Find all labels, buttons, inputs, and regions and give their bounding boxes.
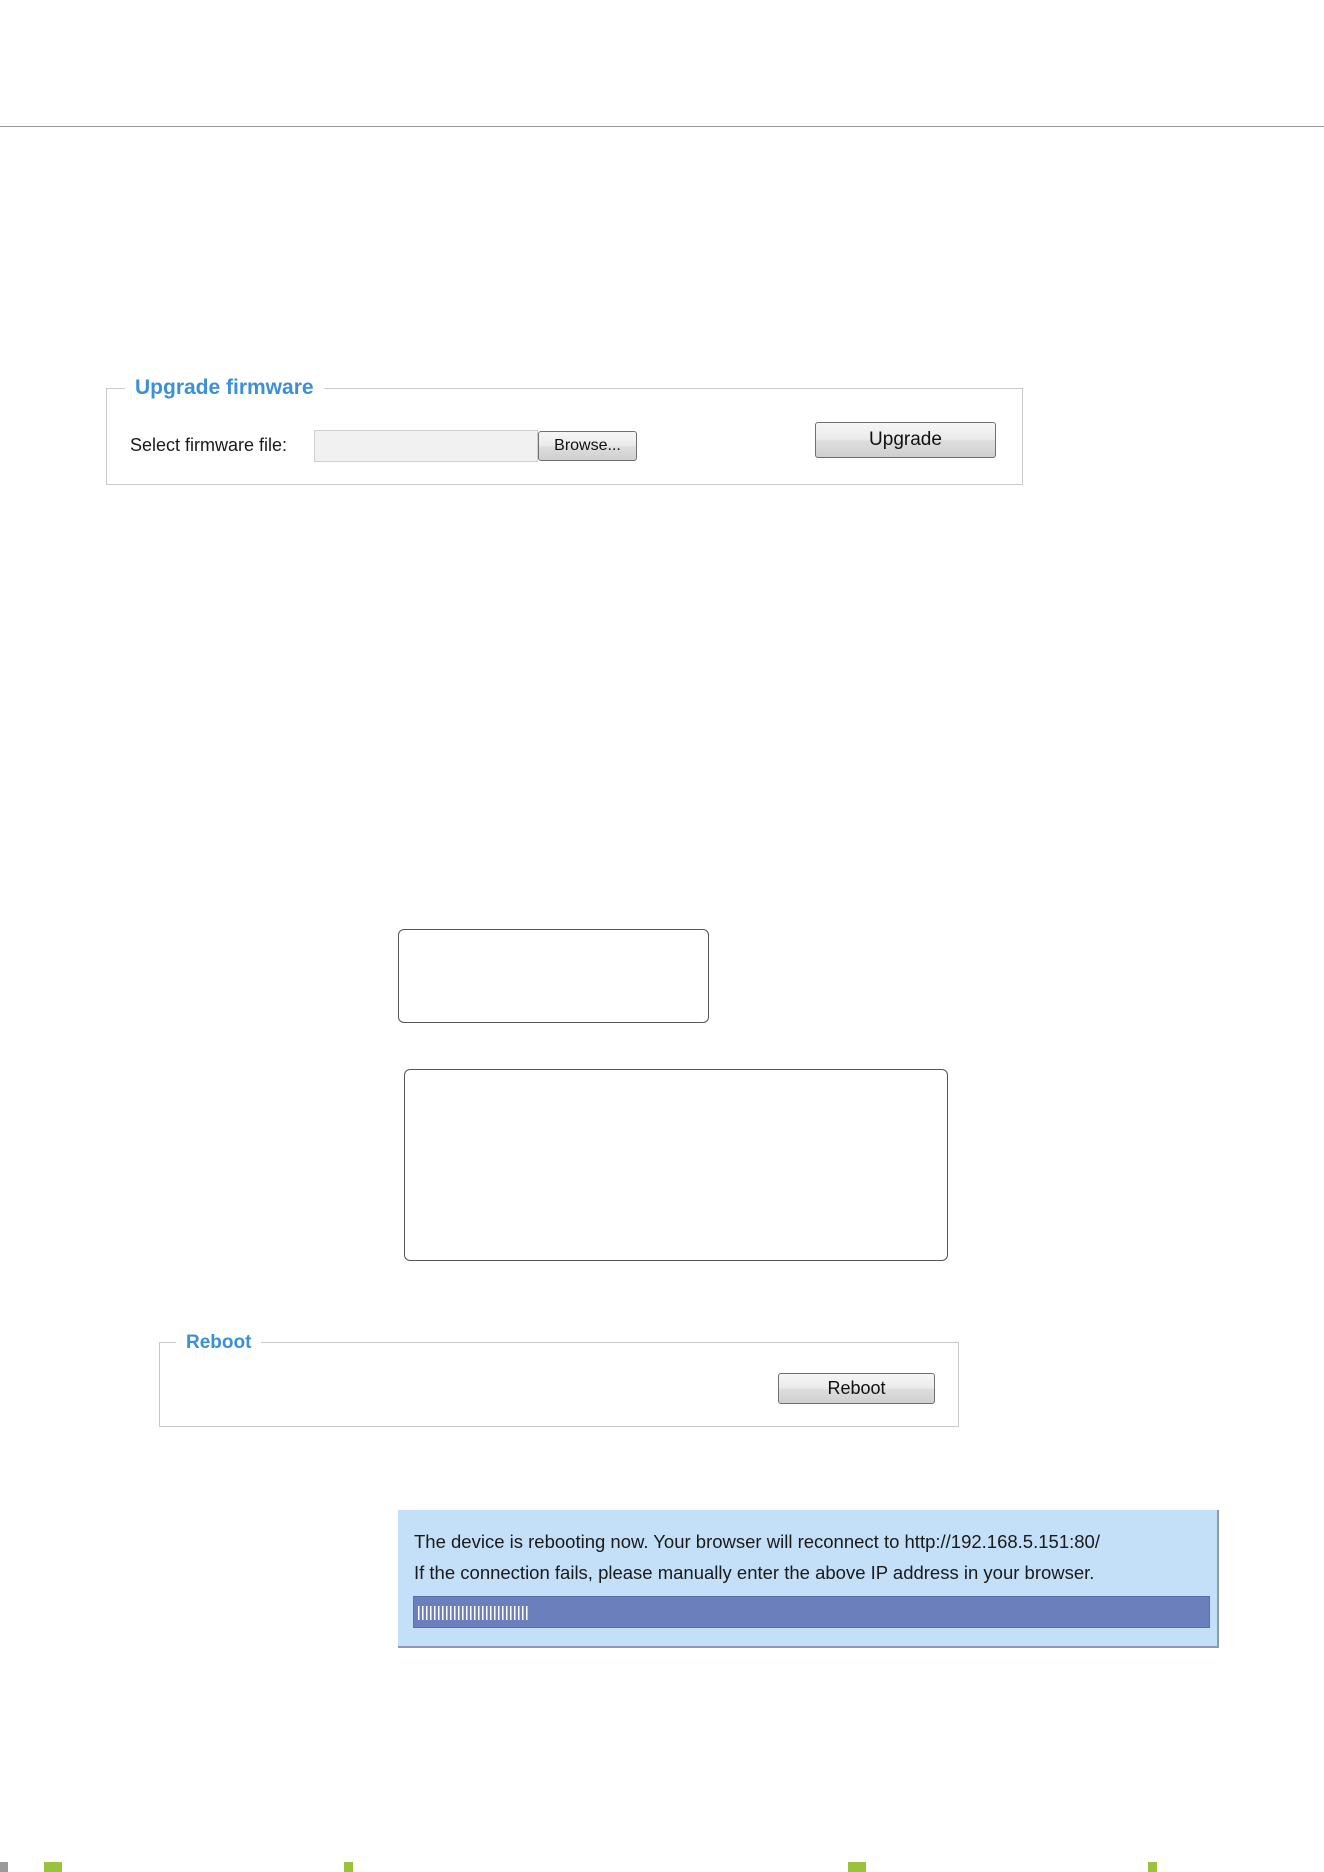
reboot-progress-bar — [413, 1596, 1210, 1628]
reboot-button[interactable]: Reboot — [778, 1373, 935, 1404]
reboot-progress-fill — [418, 1606, 528, 1620]
upgrade-firmware-legend: Upgrade firmware — [125, 377, 324, 398]
footer-accent — [44, 1862, 62, 1872]
reboot-legend: Reboot — [176, 1333, 261, 1352]
firmware-file-label: Select firmware file: — [130, 435, 288, 455]
rebooting-message: The device is rebooting now. Your browser will reconnect to http://192.168.5.151:80/ — [414, 1531, 1100, 1552]
rebooting-notice — [398, 1510, 1219, 1648]
blank-callout-box — [398, 929, 709, 1023]
reboot-panel — [159, 1332, 959, 1427]
blank-callout-box-large — [404, 1069, 948, 1261]
connection-fail-message: If the connection fails, please manually enter the above IP address in your browser. — [414, 1562, 1095, 1583]
header-divider — [0, 126, 1324, 127]
upgrade-button[interactable]: Upgrade — [815, 422, 996, 458]
footer-accent — [1148, 1862, 1157, 1872]
firmware-file-input[interactable] — [314, 430, 538, 462]
footer-accent — [848, 1862, 866, 1872]
browse-button[interactable]: Browse... — [538, 431, 637, 461]
footer-accent — [344, 1862, 353, 1872]
footer-mark — [0, 1862, 8, 1872]
upgrade-firmware-panel — [106, 376, 1023, 485]
